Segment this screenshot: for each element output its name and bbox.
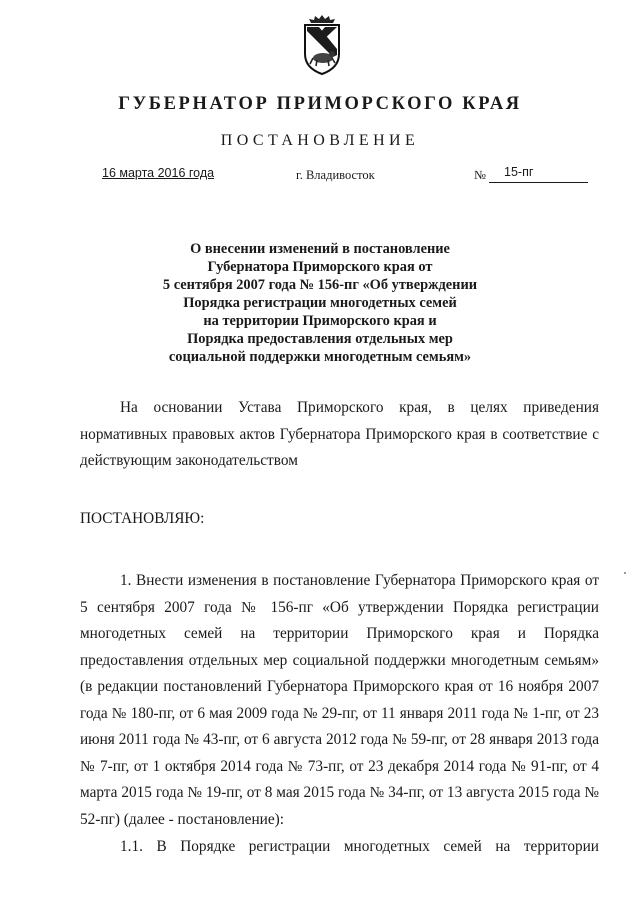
title-line: О внесении изменений в постановление	[190, 241, 450, 257]
point-1-paragraph: 1. Внести изменения в постановление Губернатора Приморского края от 5 сентября 2007 года № 156-пг «Об утверждении Порядка регистрации многодетных семей на территории Приморского края и Порядка предоставления отдельных мер социальной поддержки многодетным семьям» (в редакции постановлений Губернатора Приморского края от 16 ноября 2007 года № 180-пг, от 6 мая 2009 года № 29-пг, от 11 января 2011 года № 1-пг, от 23 июня 2011 года № 43-пг, от 6 августа 2012 года № 59-пг, от 28 января 2013 года № 7-пг, от 1 октября 2014 года № 73-пг, от 23 декабря 2014 года № 91-пг, от 4 марта 2015 года № 19-пг, от 8 мая 2015 года № 34-пг, от 13 августа 2015 года № 52-пг) (далее - постановление):	[80, 572, 599, 828]
document-date: 16 марта 2016 года	[102, 166, 215, 180]
margin-dot	[624, 572, 626, 574]
coat-of-arms-icon	[302, 14, 342, 76]
document-title	[110, 240, 530, 366]
document-number: 15-пг	[504, 165, 534, 179]
document-number-underline	[489, 182, 588, 183]
title-line: на территории Приморского края и	[203, 313, 437, 329]
point-1-1-paragraph: 1.1. В Порядке регистрации многодетных семей на территории	[120, 838, 599, 855]
document-city: г. Владивосток	[296, 168, 375, 182]
document-type: ПОСТАНОВЛЕНИЕ	[220, 132, 420, 149]
document-number-label: №	[474, 168, 486, 182]
decree-word: ПОСТАНОВЛЯЮ:	[80, 510, 205, 527]
preamble-paragraph: На основании Устава Приморского края, в целях приведения нормативных правовых актов Губернатора Приморского края в соответствие с действующим законодательством	[80, 399, 599, 469]
title-line: 5 сентября 2007 года № 156-пг «Об утверждении	[162, 277, 478, 293]
title-line: Губернатора Приморского края от	[207, 259, 433, 275]
title-line: Порядка регистрации многодетных семей	[183, 295, 457, 311]
title-line: социальной поддержки многодетным семьям»	[168, 349, 472, 365]
title-line: Порядка предоставления отдельных мер	[187, 331, 453, 347]
organization-name: ГУБЕРНАТОР ПРИМОРСКОГО КРАЯ	[118, 94, 522, 114]
